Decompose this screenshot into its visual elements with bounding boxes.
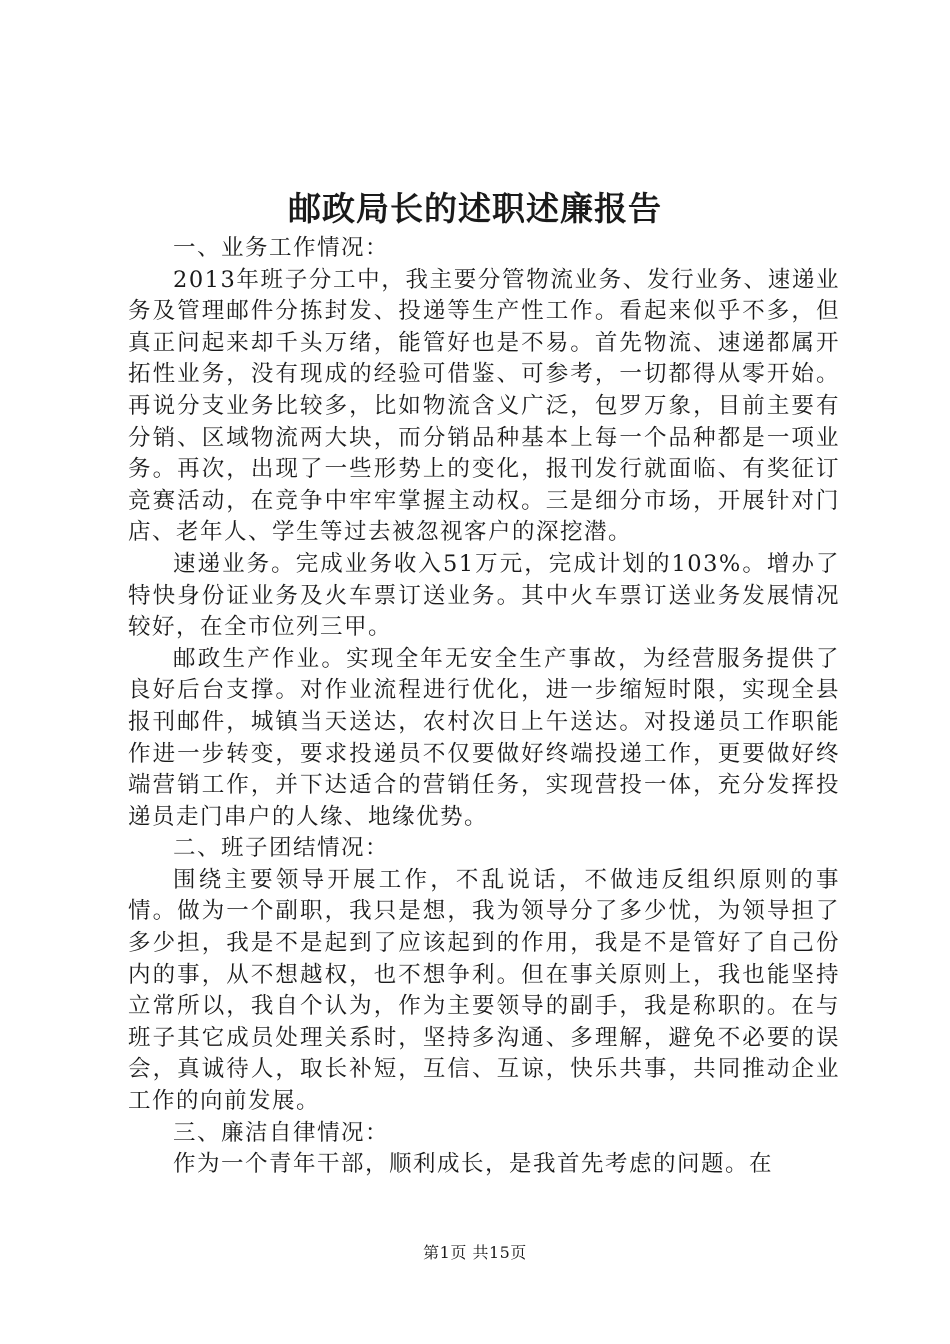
body-paragraph: 围绕主要领导开展工作，不乱说话，不做违反组织原则的事情。做为一个副职，我只是想，我为领导分了多少忧，为领导担了多少担，我是不是起到了应该起到的作用，我是不是管好了自己份内的事，从不想越权，也不想争利。但在事关原则上，我也能坚持立常所以，我自个认为，作为主要领导的副手，我是称职的。在与班子其它成员处理关系时，坚持多沟通、多理解，避免不必要的误会，真诚待人，取长补短，互信、互谅，快乐共事，共同推动企业工作的向前发展。 bbox=[128, 866, 840, 1115]
document-body bbox=[128, 233, 840, 1181]
section-heading: 一、业务工作情况： bbox=[173, 235, 390, 261]
page-number: 第1页 共15页 bbox=[423, 1243, 527, 1262]
body-paragraph: 邮政生产作业。实现全年无安全生产事故，为经营服务提供了良好后台支撑。对作业流程进行优化，进一步缩短时限，实现全县报刊邮件，城镇当天送达，农村次日上午送达。对投递员工作职能作进一步转变，要求投递员不仅要做好终端投递工作，更要做好终端营销工作，并下达适合的营销任务，实现营投一体，充分发挥投递员走门串户的人缘、地缘优势。 bbox=[128, 645, 840, 830]
body-paragraph: 速递业务。完成业务收入51万元，完成计划的103%。增办了特快身份证业务及火车票订送业务。其中火车票订送业务发展情况较好，在全市位列三甲。 bbox=[128, 550, 840, 641]
section-heading: 二、班子团结情况： bbox=[173, 835, 390, 862]
section-heading: 三、廉洁自律情况： bbox=[173, 1119, 390, 1146]
body-paragraph: 作为一个青年干部，顺利成长，是我首先考虑的问题。在 bbox=[173, 1151, 774, 1178]
document-title: 邮政局长的述职述廉报告 bbox=[288, 189, 662, 228]
body-paragraph: 2013年班子分工中，我主要分管物流业务、发行业务、速递业务及管理邮件分拣封发、投递等生产性工作。看起来似乎不多，但真正问起来却千头万绪，能管好也是不易。首先物流、速递都属开拓性业务，没有现成的经验可借鉴、可参考，一切都得从零开始。再说分支业务比较多，比如物流含义广泛，包罗万象，目前主要有分销、区域物流两大块，而分销品种基本上每一个品种都是一项业务。再次，出现了一些形势上的变化，报刊发行就面临、有奖征订竞赛活动，在竞争中牢牢掌握主动权。三是细分市场，开展针对门店、老年人、学生等过去被忽视客户的深挖潜。 bbox=[128, 266, 840, 546]
